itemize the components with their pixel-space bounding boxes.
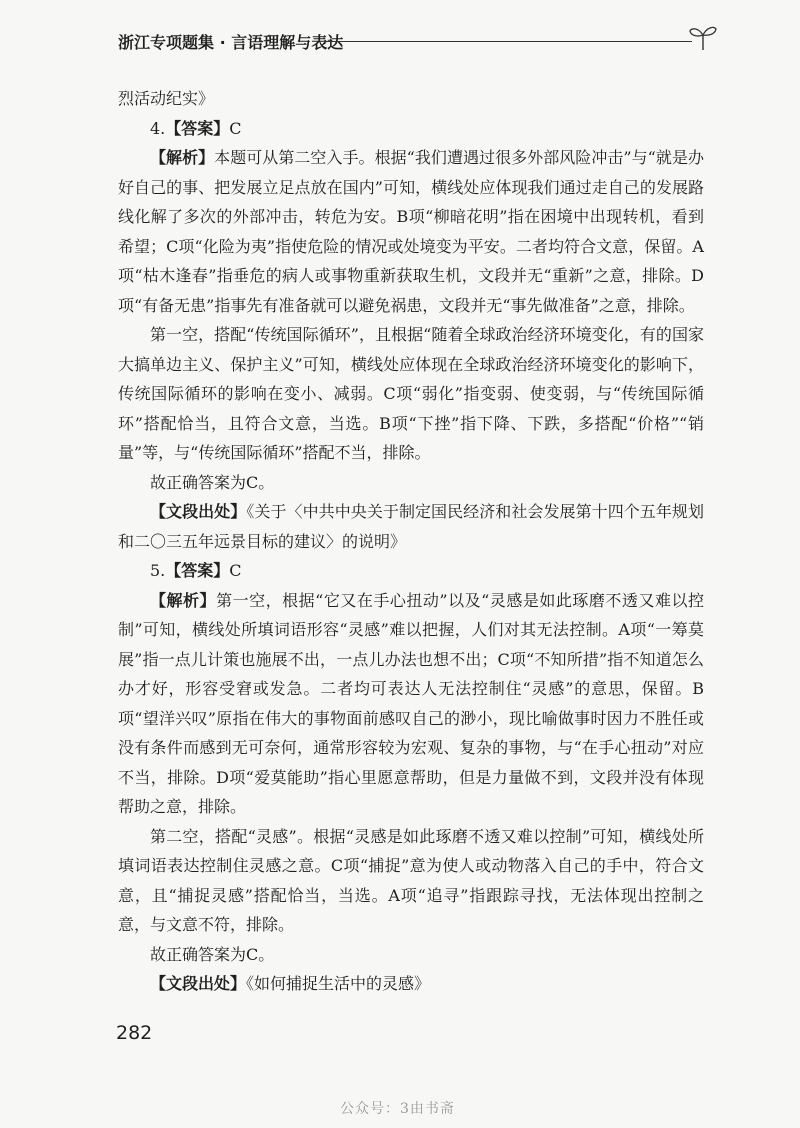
page-header [118, 28, 718, 54]
q5-analysis-para1 [118, 586, 704, 822]
q5-conclusion: 故正确答案为C。 [150, 944, 275, 964]
sprout-icon [688, 22, 718, 52]
q4-number: 4. [150, 118, 166, 138]
header-title: 浙江专项题集 · 言语理解与表达 [118, 33, 344, 52]
q4-answer-tag: 【答案】 [165, 118, 230, 138]
q5-analysis-para2: 第二空，搭配“灵感”。根据“灵感是如此琢磨不透又难以控制”可知，横线处所填词语表达控制住灵感之意。C项“捕捉”意为使人或动物落入自己的手中，符合文意，且“捕捉灵感”搭配恰当，当选。A项“追寻”指跟踪寻找，无法体现出控制之意，与文意不符，排除。 [118, 826, 704, 934]
q4-source-tag: 【文段出处】 [150, 502, 247, 521]
answer-content [118, 84, 704, 999]
q5-answer-tag: 【答案】 [165, 561, 230, 580]
q4-analysis-text: 本题可从第二空入手。根据“我们遭遇过很多外部风险冲击”与“就是办好自己的事、把发展立足点放在国内”可知，横线处应体现我们通过走自己的发展路线化解了多次的外部冲击，转危为安。B项“柳暗花明”指在困境中出现转机，看到希望；C项“化险为夷”指使危险的情况或处境变为平安。二者均符合文意，保留。A项“枯木逢春”指垂危的病人或事物重新获取生机，文段并无“重新”之意，排除。D项“有备无患”指事先有准备就可以避免祸患，文段并无“事先做准备”之意，排除。 [118, 148, 704, 315]
page-number: 282 [116, 1022, 153, 1044]
q4-answer-line [118, 114, 704, 144]
q5-analysis-tag: 【解析】 [150, 590, 217, 610]
continuation-text: 烈活动纪实》 [118, 89, 215, 108]
q4-analysis-tag: 【解析】 [150, 148, 215, 167]
q5-answer: C [229, 561, 242, 580]
q5-answer-line [118, 556, 704, 586]
watermark: 公众号：3由书斋 [340, 1101, 455, 1117]
header-rule [324, 41, 692, 42]
q4-analysis-para1 [118, 143, 704, 320]
q4-source [118, 497, 704, 556]
q4-conclusion: 故正确答案为C。 [150, 472, 275, 492]
q5-source-text: 《如何捕捉生活中的灵感》 [246, 974, 431, 993]
q4-answer: C [229, 118, 242, 138]
q5-source-tag: 【文段出处】 [150, 974, 247, 993]
q5-analysis-text: 第一空，根据“它又在手心扭动”以及“灵感是如此琢磨不透又难以控制”可知，横线处所填词语形容“灵感”难以把握，人们对其无法控制。A项“一筹莫展”指一点儿计策也施展不出，一点儿办法也想不出；C项“不知所措”指不知道怎么办才好，形容受窘或发急。二者均可表达人无法控制住“灵感”的意思，保留。B项“望洋兴叹”原指在伟大的事物面前感叹自己的渺小，现比喻做事时因力不胜任或没有条件而感到无可奈何，通常形容较为宏观、复杂的事物，与“在手心扭动”对应不当，排除。D项“爱莫能助”指心里愿意帮助，但是力量做不到，文段并没有体现帮助之意，排除。 [118, 590, 704, 816]
q5-number: 5. [150, 561, 166, 580]
q5-source [118, 969, 704, 999]
q4-source-text: 《关于〈中共中央关于制定国民经济和社会发展第十四个五年规划和二〇三五年远景目标的建议〉的说明》 [118, 502, 704, 551]
q4-analysis-para2: 第一空，搭配“传统国际循环”，且根据“随着全球政治经济环境变化，有的国家大搞单边主义、保护主义”可知，横线处应体现在全球政治经济环境变化的影响下，传统国际循环的影响在变小、减弱。C项“弱化”指变弱、使变弱，与“传统国际循环”搭配恰当，且符合文意，当选。B项“下挫”指下降、下跌，多搭配“价格”“销量”等，与“传统国际循环”搭配不当，排除。 [118, 325, 704, 462]
